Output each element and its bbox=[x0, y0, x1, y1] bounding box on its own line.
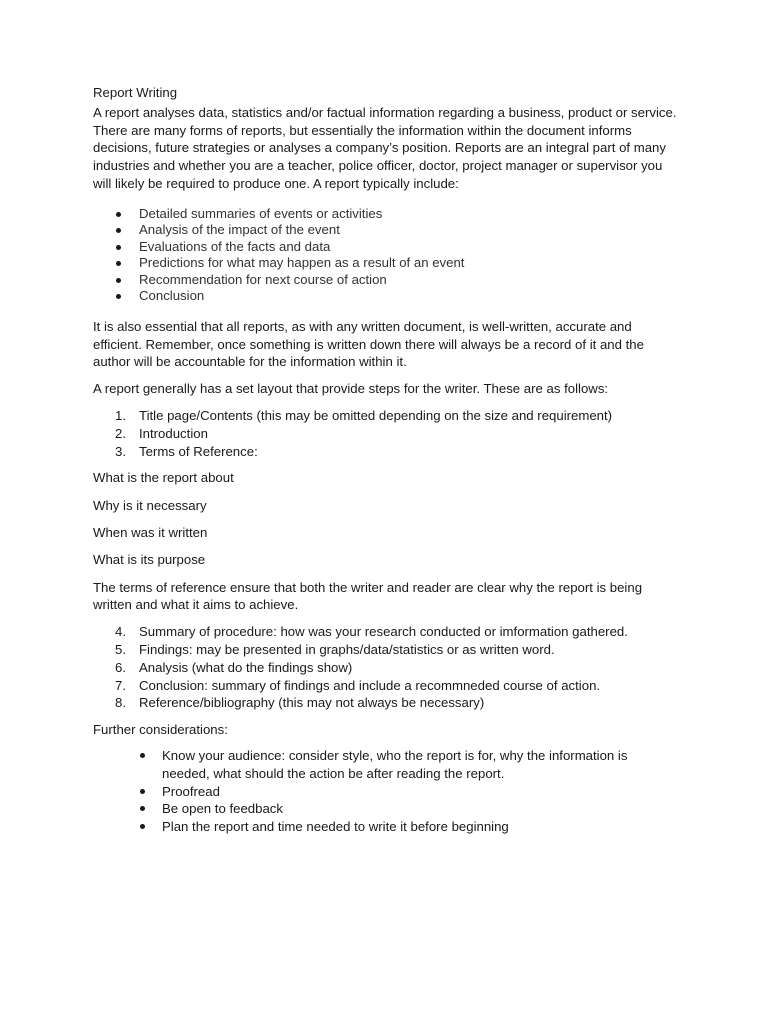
list-item-text: Findings: may be presented in graphs/data/statistics or as written word. bbox=[139, 641, 555, 657]
list-item bbox=[93, 694, 683, 712]
list-number: 5. bbox=[115, 641, 126, 657]
layout-steps-list-b bbox=[93, 623, 683, 712]
list-item-text: Title page/Contents (this may be omitted depending on the size and requirement) bbox=[139, 407, 613, 423]
question-line: Why is it necessary bbox=[93, 497, 207, 513]
list-item bbox=[93, 641, 683, 659]
list-number: 2. bbox=[115, 425, 126, 441]
list-item: Predictions for what may happen as a result of an event bbox=[93, 255, 683, 272]
list-item-text: Reference/bibliography (this may not always be necessary) bbox=[139, 695, 485, 711]
list-item: Be open to feedback bbox=[93, 800, 683, 818]
question-line: What is the report about bbox=[93, 470, 234, 486]
further-considerations-heading: Further considerations: bbox=[93, 722, 228, 738]
list-number: 6. bbox=[115, 659, 126, 675]
list-item: Detailed summaries of events or activities bbox=[93, 206, 683, 223]
layout-intro-paragraph: A report generally has a set layout that provide steps for the writer. These are as follows: bbox=[93, 381, 609, 397]
essential-paragraph: It is also essential that all reports, as with any written document, is well-written, accurate and efficient. Remember, once something is written down there will always be a record of it and the author will be accountable for the information within it. bbox=[93, 318, 644, 370]
list-item bbox=[93, 623, 683, 641]
report-includes-list bbox=[93, 206, 683, 305]
list-item bbox=[93, 659, 683, 677]
list-item-text: Terms of Reference: bbox=[139, 443, 258, 459]
terms-note-paragraph: The terms of reference ensure that both the writer and reader are clear why the report is being written and what it aims to achieve. bbox=[93, 579, 643, 613]
list-number: 4. bbox=[115, 624, 126, 640]
intro-paragraph: A report analyses data, statistics and/or factual information regarding a business, product or service. There are many forms of reports, but essentially the information within the document informs decisions, future strategies or analyses a company’s position. Reports are an integral part of many industries and whether you are a teacher, police officer, doctor, project manager or supervisor you will likely be required to produce one. A report typically include: bbox=[93, 104, 677, 191]
question-line: When was it written bbox=[93, 524, 208, 540]
layout-steps-list-a bbox=[93, 407, 683, 460]
list-number: 3. bbox=[115, 443, 126, 459]
list-item: Proofread bbox=[93, 783, 683, 801]
list-item: Conclusion bbox=[93, 288, 683, 305]
list-number: 7. bbox=[115, 677, 126, 693]
list-item: Plan the report and time needed to write it before beginning bbox=[93, 818, 683, 836]
list-item bbox=[93, 677, 683, 695]
list-item-text: Summary of procedure: how was your research conducted or imformation gathered. bbox=[139, 624, 628, 640]
document-page bbox=[93, 84, 683, 836]
list-item bbox=[93, 443, 683, 461]
list-item: Recommendation for next course of action bbox=[93, 272, 683, 289]
list-item: Know your audience: consider style, who the report is for, why the information is needed, what should the action be after reading the report. bbox=[93, 747, 683, 783]
list-item-text: Introduction bbox=[139, 425, 208, 441]
further-considerations-list bbox=[93, 747, 683, 836]
list-item bbox=[93, 407, 683, 425]
document-title: Report Writing bbox=[93, 85, 178, 100]
list-number: 8. bbox=[115, 695, 126, 711]
list-number: 1. bbox=[115, 407, 126, 423]
list-item bbox=[93, 425, 683, 443]
list-item-text: Analysis (what do the findings show) bbox=[139, 659, 353, 675]
question-line: What is its purpose bbox=[93, 552, 206, 568]
list-item: Analysis of the impact of the event bbox=[93, 222, 683, 239]
list-item-text: Conclusion: summary of findings and include a recommneded course of action. bbox=[139, 677, 601, 693]
list-item: Evaluations of the facts and data bbox=[93, 239, 683, 256]
